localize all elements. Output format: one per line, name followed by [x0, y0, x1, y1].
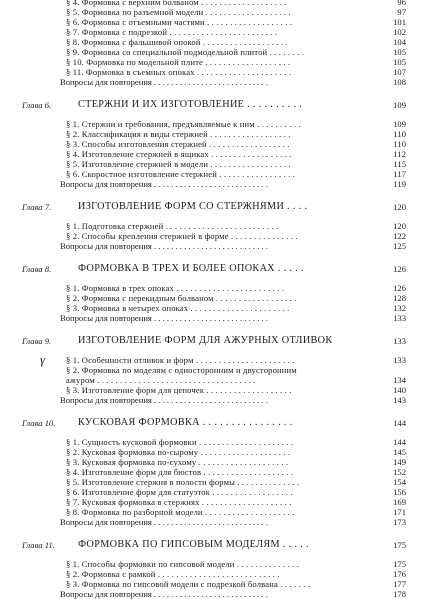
entry-title: § 8. Формовка по разборной модели . . . . . . . . . . . . . . . . . . . . — [66, 507, 295, 517]
page-number: 152 — [393, 467, 406, 477]
page-number: 134 — [393, 375, 406, 385]
entry-title: § 11. Формовка в съемных опоках . . . . . . . . . . . . . . . . . . . . . — [66, 67, 292, 77]
section-entry — [0, 57, 424, 67]
review-questions-entry — [0, 395, 424, 405]
page-number: 175 — [393, 540, 406, 550]
page-number: 177 — [393, 579, 406, 589]
entry-title: § 4. Изготовление форм для бюстов . . . . . . . . . . . . . . . . . . . . — [66, 467, 294, 477]
section-entry — [0, 119, 424, 129]
entry-title: § 5. Изготовление стержней в модели . . . . . . . . . . . . . . . . . . — [66, 159, 291, 169]
chapter-label: Глава 8. — [22, 264, 52, 274]
section-entry — [0, 467, 424, 477]
entry-title: § 2. Формовка с перекидным болваном . . . . . . . . . . . . . . . . . . — [66, 293, 297, 303]
entry-title: § 4. Формовка с верхним болваном . . . . . . . . . . . . . . . . . . . — [66, 0, 287, 7]
section-entry — [0, 47, 424, 57]
section-entry — [0, 303, 424, 313]
entry-title: Вопросы для повторения . . . . . . . . . . . . . . . . . . . . . . . . . . . — [60, 313, 268, 323]
entry-title: § 1. Стержни и требования, предъявляемые к ним . . . . . . . . . . — [66, 119, 301, 129]
entry-title: § 6. Изготовление форм для статуэток . . . . . . . . . . . . . . . . . . — [66, 487, 293, 497]
page-number: 156 — [393, 487, 406, 497]
page-number: 133 — [393, 336, 406, 346]
page-number: 175 — [393, 559, 406, 569]
section-entry — [0, 159, 424, 169]
page-number: 101 — [393, 17, 406, 27]
page-number: 133 — [393, 355, 406, 365]
section-entry — [0, 375, 424, 385]
entry-title: Вопросы для повторения . . . . . . . . . . . . . . . . . . . . . . . . . . . — [60, 395, 268, 405]
page-number: 102 — [393, 27, 406, 37]
page-number: 154 — [393, 477, 406, 487]
page-number: 110 — [393, 129, 406, 139]
entry-title: Вопросы для повторения . . . . . . . . . . . . . . . . . . . . . . . . . . . — [60, 77, 268, 87]
page-number: 171 — [393, 507, 406, 517]
page-number: 128 — [393, 293, 406, 303]
handwritten-margin-mark: γ — [40, 352, 46, 367]
page-number: 112 — [393, 149, 406, 159]
chapter-label: Глава 7. — [22, 202, 52, 212]
page-number: 109 — [393, 119, 406, 129]
section-entry — [0, 139, 424, 149]
section-entry — [0, 67, 424, 77]
page-number: 109 — [393, 100, 406, 110]
review-questions-entry — [0, 313, 424, 323]
section-entry — [0, 507, 424, 517]
page-number: 104 — [393, 37, 406, 47]
entry-title: § 2. Кусковая формовка по-сырому . . . . . . . . . . . . . . . . . . . . — [66, 447, 291, 457]
entry-title: § 3. Способы изготовления стержней . . . . . . . . . . . . . . . . . . — [66, 139, 290, 149]
chapter-title: ФОРМОВКА ПО ГИПСОВЫМ МОДЕЛЯМ . . . . . — [78, 539, 309, 550]
page-number: 178 — [393, 589, 406, 599]
section-entry — [0, 447, 424, 457]
entry-title: § 1. Особенности отливок и форм . . . . . . . . . . . . . . . . . . . . . . — [66, 355, 295, 365]
page-number: 133 — [393, 313, 406, 323]
entry-title: Вопросы для повторения . . . . . . . . . . . . . . . . . . . . . . . . . . . — [60, 179, 268, 189]
chapter-title: КУСКОВАЯ ФОРМОВКА . . . . . . . . . . . . . . . . — [78, 417, 293, 428]
page-number: 119 — [393, 179, 406, 189]
review-questions-entry — [0, 589, 424, 599]
chapter-label: Глава 10. — [22, 418, 56, 428]
chapter-heading — [0, 416, 424, 430]
entry-title: ажуром . . . . . . . . . . . . . . . . . . . . . . . . . . . . . . . . . . . — [66, 375, 256, 385]
page-number: 132 — [393, 303, 406, 313]
entry-title: § 6. Формовка с отъемными частями . . . . . . . . . . . . . . . . . . . — [66, 17, 293, 27]
section-entry — [0, 355, 424, 365]
entry-title: § 10. Формовка по модельной плите . . . . . . . . . . . . . . . . . . . — [66, 57, 291, 67]
page-number: 169 — [393, 497, 406, 507]
section-entry — [0, 0, 424, 7]
entry-title: § 1. Сущность кусковой формовки . . . . . . . . . . . . . . . . . . . . . — [66, 437, 294, 447]
entry-title: Вопросы для повторения . . . . . . . . . . . . . . . . . . . . . . . . . . . — [60, 241, 268, 251]
entry-title: § 3. Кусковая формовка по-сухому . . . . . . . . . . . . . . . . . . . . — [66, 457, 289, 467]
page-number: 173 — [393, 517, 406, 527]
page-number: 144 — [393, 418, 406, 428]
chapter-label: Глава 11. — [22, 540, 55, 550]
page-number: 176 — [393, 569, 406, 579]
section-entry — [0, 497, 424, 507]
entry-title: § 2. Классификация и виды стержней . . . . . . . . . . . . . . . . . . — [66, 129, 291, 139]
section-entry — [0, 385, 424, 395]
section-entry — [0, 27, 424, 37]
page-number: 149 — [393, 457, 406, 467]
chapter-heading — [0, 538, 424, 552]
section-entry — [0, 579, 424, 589]
page-number: 110 — [393, 139, 406, 149]
entry-title: § 3. Формовка в четырех опоках . . . . . . . . . . . . . . . . . . . . . . — [66, 303, 290, 313]
section-entry — [0, 283, 424, 293]
page-number: 144 — [393, 437, 406, 447]
section-entry — [0, 559, 424, 569]
section-entry — [0, 293, 424, 303]
section-entry — [0, 437, 424, 447]
page-number: 126 — [393, 283, 406, 293]
review-questions-entry — [0, 179, 424, 189]
page-number: 105 — [393, 47, 406, 57]
entry-title: Вопросы для повторения . . . . . . . . . . . . . . . . . . . . . . . . . . . — [60, 517, 268, 527]
entry-title: § 2. Формовка с рамкой . . . . . . . . . . . . . . . . . . . . . . . . . . . — [66, 569, 280, 579]
page-number: 126 — [393, 264, 406, 274]
chapter-heading — [0, 98, 424, 112]
page-number: 96 — [397, 0, 406, 7]
page-number: 115 — [393, 159, 406, 169]
entry-title: § 5. Формовка по разъемной модели . . . . . . . . . . . . . . . . . . . — [66, 7, 291, 17]
page-number: 105 — [393, 57, 406, 67]
page-number: 117 — [393, 169, 406, 179]
entry-title: § 2. Формовка по моделям с односторонним и двусторонним — [66, 365, 297, 375]
entry-title: § 3. Изготовление форм для цепочек . . . . . . . . . . . . . . . . . . . — [66, 385, 292, 395]
review-questions-entry — [0, 241, 424, 251]
page-number: 145 — [393, 447, 406, 457]
entry-title: § 6. Скоростное изготовление стержней . . . . . . . . . . . . . . . . . — [66, 169, 296, 179]
page-number: 125 — [393, 241, 406, 251]
section-entry — [0, 487, 424, 497]
page-number: 107 — [393, 67, 406, 77]
page-number: 120 — [393, 221, 406, 231]
page-number: 122 — [393, 231, 406, 241]
section-entry — [0, 169, 424, 179]
review-questions-entry — [0, 517, 424, 527]
entry-title: § 5. Изготовление стержня в полости формы . . . . . . . . . . . . . . — [66, 477, 300, 487]
entry-title: § 1. Подготовка стержней . . . . . . . . . . . . . . . . . . . . . . . . . — [66, 221, 279, 231]
entry-title: § 7. Формовка с подрезкой . . . . . . . . . . . . . . . . . . . . . . . . — [66, 27, 278, 37]
review-questions-entry — [0, 77, 424, 87]
section-entry — [0, 7, 424, 17]
page-number: 120 — [393, 202, 406, 212]
section-entry — [0, 569, 424, 579]
section-entry — [0, 149, 424, 159]
entry-title: § 1. Формовка в трех опоках . . . . . . . . . . . . . . . . . . . . . . . . — [66, 283, 285, 293]
entry-title: § 7. Кусковая формовка в стержнях . . . . . . . . . . . . . . . . . . . . — [66, 497, 292, 507]
page-number: 108 — [393, 77, 406, 87]
chapter-title: ИЗГОТОВЛЕНИЕ ФОРМ СО СТЕРЖНЯМИ . . . . — [78, 201, 308, 212]
entry-title: § 9. Формовка со специальной подмодельной плитой . . . . . . . . — [66, 47, 305, 57]
entry-title: § 8. Формовка с фальшивой опокой . . . . . . . . . . . . . . . . . . . — [66, 37, 288, 47]
chapter-title: ФОРМОВКА В ТРЕХ И БОЛЕЕ ОПОКАХ . . . . . — [78, 263, 304, 274]
chapter-heading — [0, 334, 424, 348]
section-entry — [0, 457, 424, 467]
entry-title: Вопросы для повторения . . . . . . . . . . . . . . . . . . . . . . . . . . . — [60, 589, 268, 599]
entry-title: § 3. Формовка по гипсовой модели с подрезкой болвана . . . . . . . — [66, 579, 311, 589]
entry-title: § 1. Способы формовки по гипсовой модели . . . . . . . . . . . . . . — [66, 559, 299, 569]
section-entry — [0, 37, 424, 47]
chapter-title: ИЗГОТОВЛЕНИЕ ФОРМ ДЛЯ АЖУРНЫХ ОТЛИВОК — [78, 335, 333, 346]
chapter-label: Глава 6. — [22, 100, 52, 110]
page-number: 97 — [397, 7, 406, 17]
section-entry — [0, 221, 424, 231]
chapter-title: СТЕРЖНИ И ИХ ИЗГОТОВЛЕНИЕ . . . . . . . . . . — [78, 99, 303, 110]
chapter-heading — [0, 262, 424, 276]
section-entry — [0, 365, 424, 375]
chapter-heading — [0, 200, 424, 214]
section-entry — [0, 477, 424, 487]
section-entry — [0, 231, 424, 241]
page-number: 143 — [393, 395, 406, 405]
section-entry — [0, 129, 424, 139]
entry-title: § 2. Способы крепления стержней в форме . . . . . . . . . . . . . . . — [66, 231, 298, 241]
chapter-label: Глава 9. — [22, 336, 52, 346]
entry-title: § 4. Изготовление стержней в ящиках . . . . . . . . . . . . . . . . . . — [66, 149, 292, 159]
section-entry — [0, 17, 424, 27]
page-number: 140 — [393, 385, 406, 395]
